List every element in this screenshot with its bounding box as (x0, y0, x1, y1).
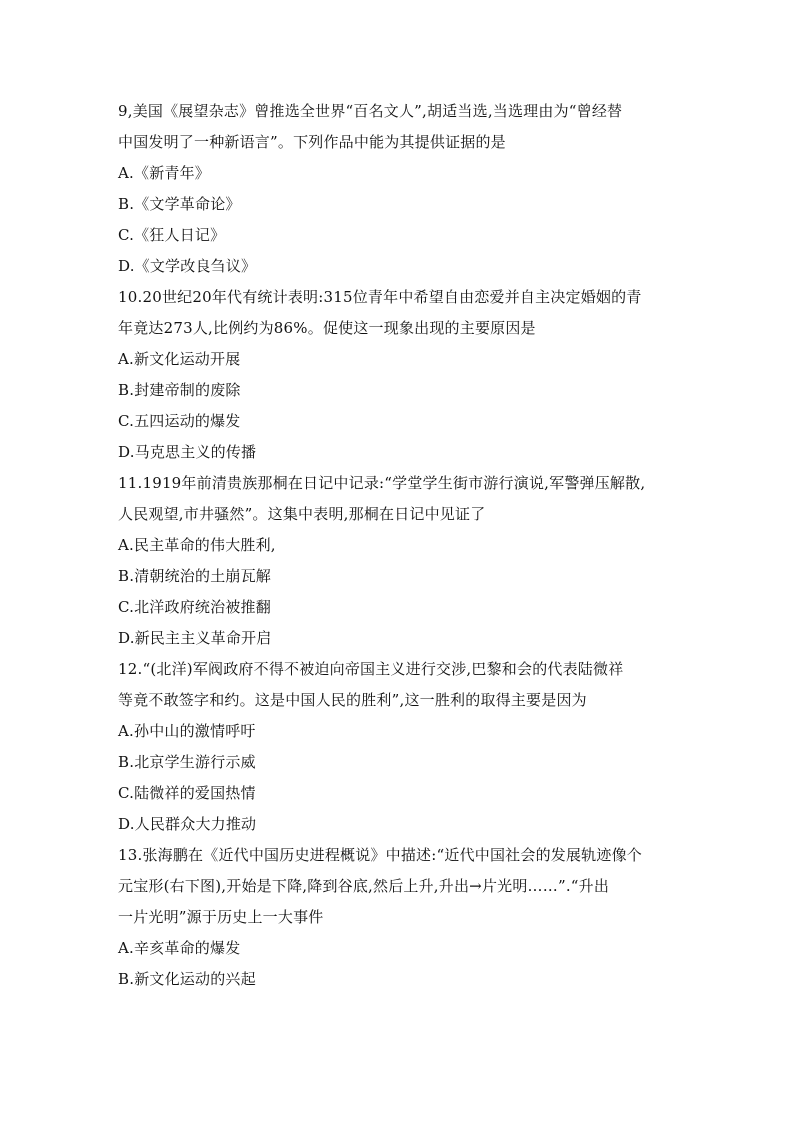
q13-stem-line-1: 13.张海鹏在《近代中国历史进程概说》中描述:“近代中国社会的发展轨迹像个 (118, 846, 642, 864)
q10-option-b: B.封建帝制的废除 (118, 381, 241, 399)
q13-option-a: A.辛亥革命的爆发 (118, 939, 241, 957)
q12-option-a: A.孙中山的激情呼吁 (118, 722, 256, 740)
q12-option-b: B.北京学生游行示威 (118, 753, 256, 771)
q9-option-d: D.《文学改良刍议》 (118, 257, 257, 275)
q10-option-c: C.五四运动的爆发 (118, 412, 241, 430)
q10-option-a: A.新文化运动开展 (118, 350, 241, 368)
q12-stem-line-2: 等竟不敢签字和约。这是中国人民的胜利”,这一胜利的取得主要是因为 (118, 691, 587, 709)
q11-stem-line-1: 11.1919年前清贵族那桐在日记中记录:“学堂学生街市游行演说,军警弹压解散, (118, 474, 646, 492)
q13-stem-line-2: 元宝形(右下图),开始是下降,降到谷底,然后上升,升出→片光明……”.“升出 (118, 877, 610, 895)
q11-option-b: B.清朝统治的土崩瓦解 (118, 567, 271, 585)
q9-stem-line-2: 中国发明了一种新语言”。下列作品中能为其提供证据的是 (118, 133, 506, 151)
q11-option-d: D.新民主主义革命开启 (118, 629, 272, 647)
q9-stem-line-1: 9,美国《展望杂志》曾推选全世界“百名文人”,胡适当选,当选理由为“曾经替 (118, 102, 623, 120)
q12-stem-line-1: 12.“(北洋)军阀政府不得不被迫向帝国主义进行交涉,巴黎和会的代表陆微祥 (118, 660, 624, 678)
q11-option-a: A.民主革命的伟大胜利, (118, 536, 276, 554)
q9-option-c: C.《狂人日记》 (118, 226, 226, 244)
q11-stem-line-2: 人民观望,市井骚然”。这集中表明,那桐在日记中见证了 (118, 505, 486, 523)
q10-stem-line-2: 年竟达273人,比例约为86%。促使这一现象出现的主要原因是 (118, 319, 536, 337)
q13-stem-line-3: 一片光明”源于历史上一大事件 (118, 908, 324, 926)
q12-option-c: C.陆微祥的爱国热情 (118, 784, 256, 802)
q13-option-b: B.新文化运动的兴起 (118, 970, 256, 988)
question-text-block (118, 96, 678, 995)
q9-option-a: A.《新青年》 (118, 164, 211, 182)
q11-option-c: C.北洋政府统治被推翻 (118, 598, 271, 616)
q12-option-d: D.人民群众大力推动 (118, 815, 257, 833)
q9-option-b: B.《文学革命论》 (118, 195, 241, 213)
q10-stem-line-1: 10.20世纪20年代有统计表明:315位青年中希望自由恋爱并自主决定婚姻的青 (118, 288, 642, 306)
q10-option-d: D.马克思主义的传播 (118, 443, 257, 461)
